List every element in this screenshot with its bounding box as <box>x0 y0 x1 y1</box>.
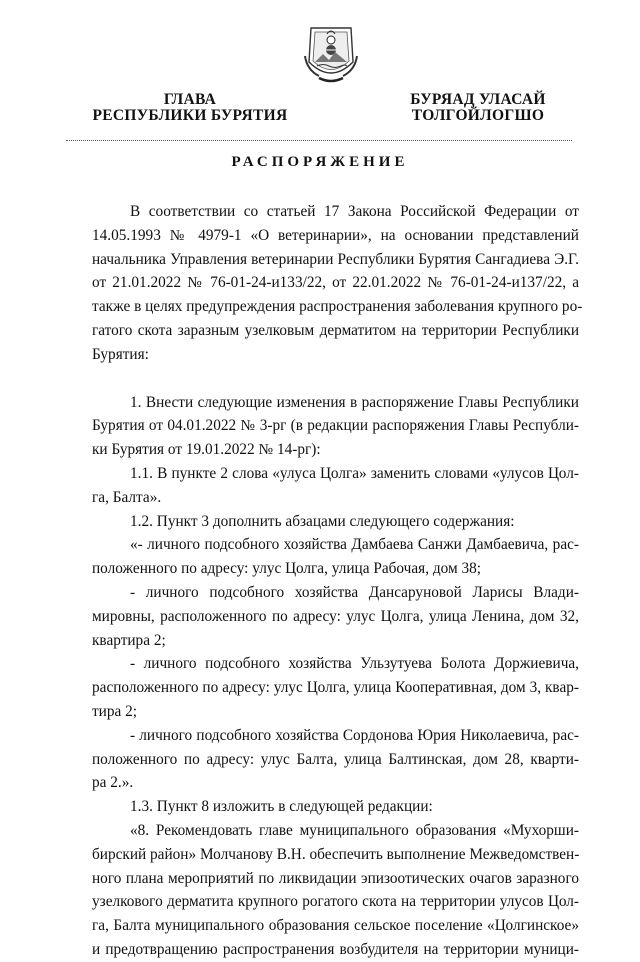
text-line: от 21.01.2022 № 76-01-24-и133/22, от 22.01.2022 № 76-01-24-и137/22, а <box>92 274 579 292</box>
text-line: - личного подсобного хозяйства Ульзутуева Болота Доржиевича, <box>130 655 579 673</box>
header-separator <box>66 140 572 141</box>
text-line: В соответствии со статьей 17 Закона Российской Федерации от <box>130 203 579 220</box>
document-body <box>92 200 583 962</box>
text-line: га, Балта муниципального образования сельское поселение «Цолгинское» <box>92 917 579 935</box>
text-line: расположенного по адресу: улус Цолга, улица Кооперативная, дом 3, квар- <box>92 679 579 697</box>
text-line: ного плана мероприятий по ликвидации эпизоотических очагов заразного <box>92 869 579 887</box>
text-line: положенного по адресу: улус Балта, улица Балтинская, дом 28, кварти- <box>92 750 579 768</box>
text-line: «8. Рекомендовать главе муниципального образования «Мухорши- <box>130 821 579 839</box>
text-line: 1. Внести следующие изменения в распоряжение Главы Республики <box>130 393 579 411</box>
text-line: - личного подсобного хозяйства Сордонова Юрия Николаевича, рас- <box>130 726 579 744</box>
text-line: 14.05.1993 № 4979-1 «О ветеринарии», на основании представлений <box>92 226 579 244</box>
text-line: тира 2; <box>92 702 138 720</box>
header-right-line: ТОЛГОЙЛОГШО <box>411 107 545 124</box>
text-line: узелкового дерматита крупного рогатого скота на территории улусов Цол- <box>92 893 579 911</box>
header-right-line: БУРЯАД УЛАСАЙ <box>410 91 546 108</box>
paragraph <box>92 391 579 962</box>
text-line: Бурятия от 04.01.2022 № 3-рг (в редакции распоряжения Главы Республи- <box>92 417 579 435</box>
header-left-line: ГЛАВА <box>163 91 217 108</box>
header-left <box>85 92 295 124</box>
text-line: квартира 2; <box>92 631 166 649</box>
text-line: «- личного подсобного хозяйства Дамбаева Санжи Дамбаевича, рас- <box>130 536 579 554</box>
document-title: РАСПОРЯЖЕНИЕ <box>231 154 409 170</box>
text-line: начальника Управления ветеринарии Республики Бурятия Сангадиева Э.Г. <box>92 250 579 268</box>
text-line: 1.3. Пункт 8 изложить в следующей редакции: <box>130 798 433 816</box>
text-line: также в целях предупреждения распространения заболевания крупного ро- <box>92 298 583 316</box>
header-left-line: РЕСПУБЛИКИ БУРЯТИЯ <box>92 107 288 124</box>
text-line: ки Бурятия от 19.01.2022 № 14-рг): <box>92 441 321 459</box>
republic-emblem-icon <box>301 22 361 86</box>
text-line: 1.1. В пункте 2 слова «улуса Цолга» заменить словами «улусов Цол- <box>130 464 579 482</box>
text-line: ра 2.». <box>92 774 134 792</box>
text-line: га, Балта». <box>92 488 162 506</box>
text-line: - личного подсобного хозяйства Дансаруновой Ларисы Влади- <box>130 583 579 601</box>
text-line: 1.2. Пункт 3 дополнить абзацами следующего содержания: <box>130 512 515 530</box>
text-line: положенного по адресу: улус Цолга, улица Рабочая, дом 38; <box>92 560 482 578</box>
text-line: мировны, расположенного по адресу: улус Цолга, улица Ленина, дом 32, <box>92 607 579 625</box>
paragraph <box>92 200 583 367</box>
header-right <box>378 92 578 124</box>
text-line: и предотвращению распространения возбудителя на территории муници- <box>92 940 579 958</box>
text-line: гатого скота заразным узелковым дерматитом на территории Республики <box>92 321 579 339</box>
text-line: бирский район» Молчанову В.Н. обеспечить выполнение Межведомствен- <box>92 845 580 863</box>
paragraph-gap <box>92 367 579 391</box>
text-line: Бурятия: <box>92 345 149 363</box>
